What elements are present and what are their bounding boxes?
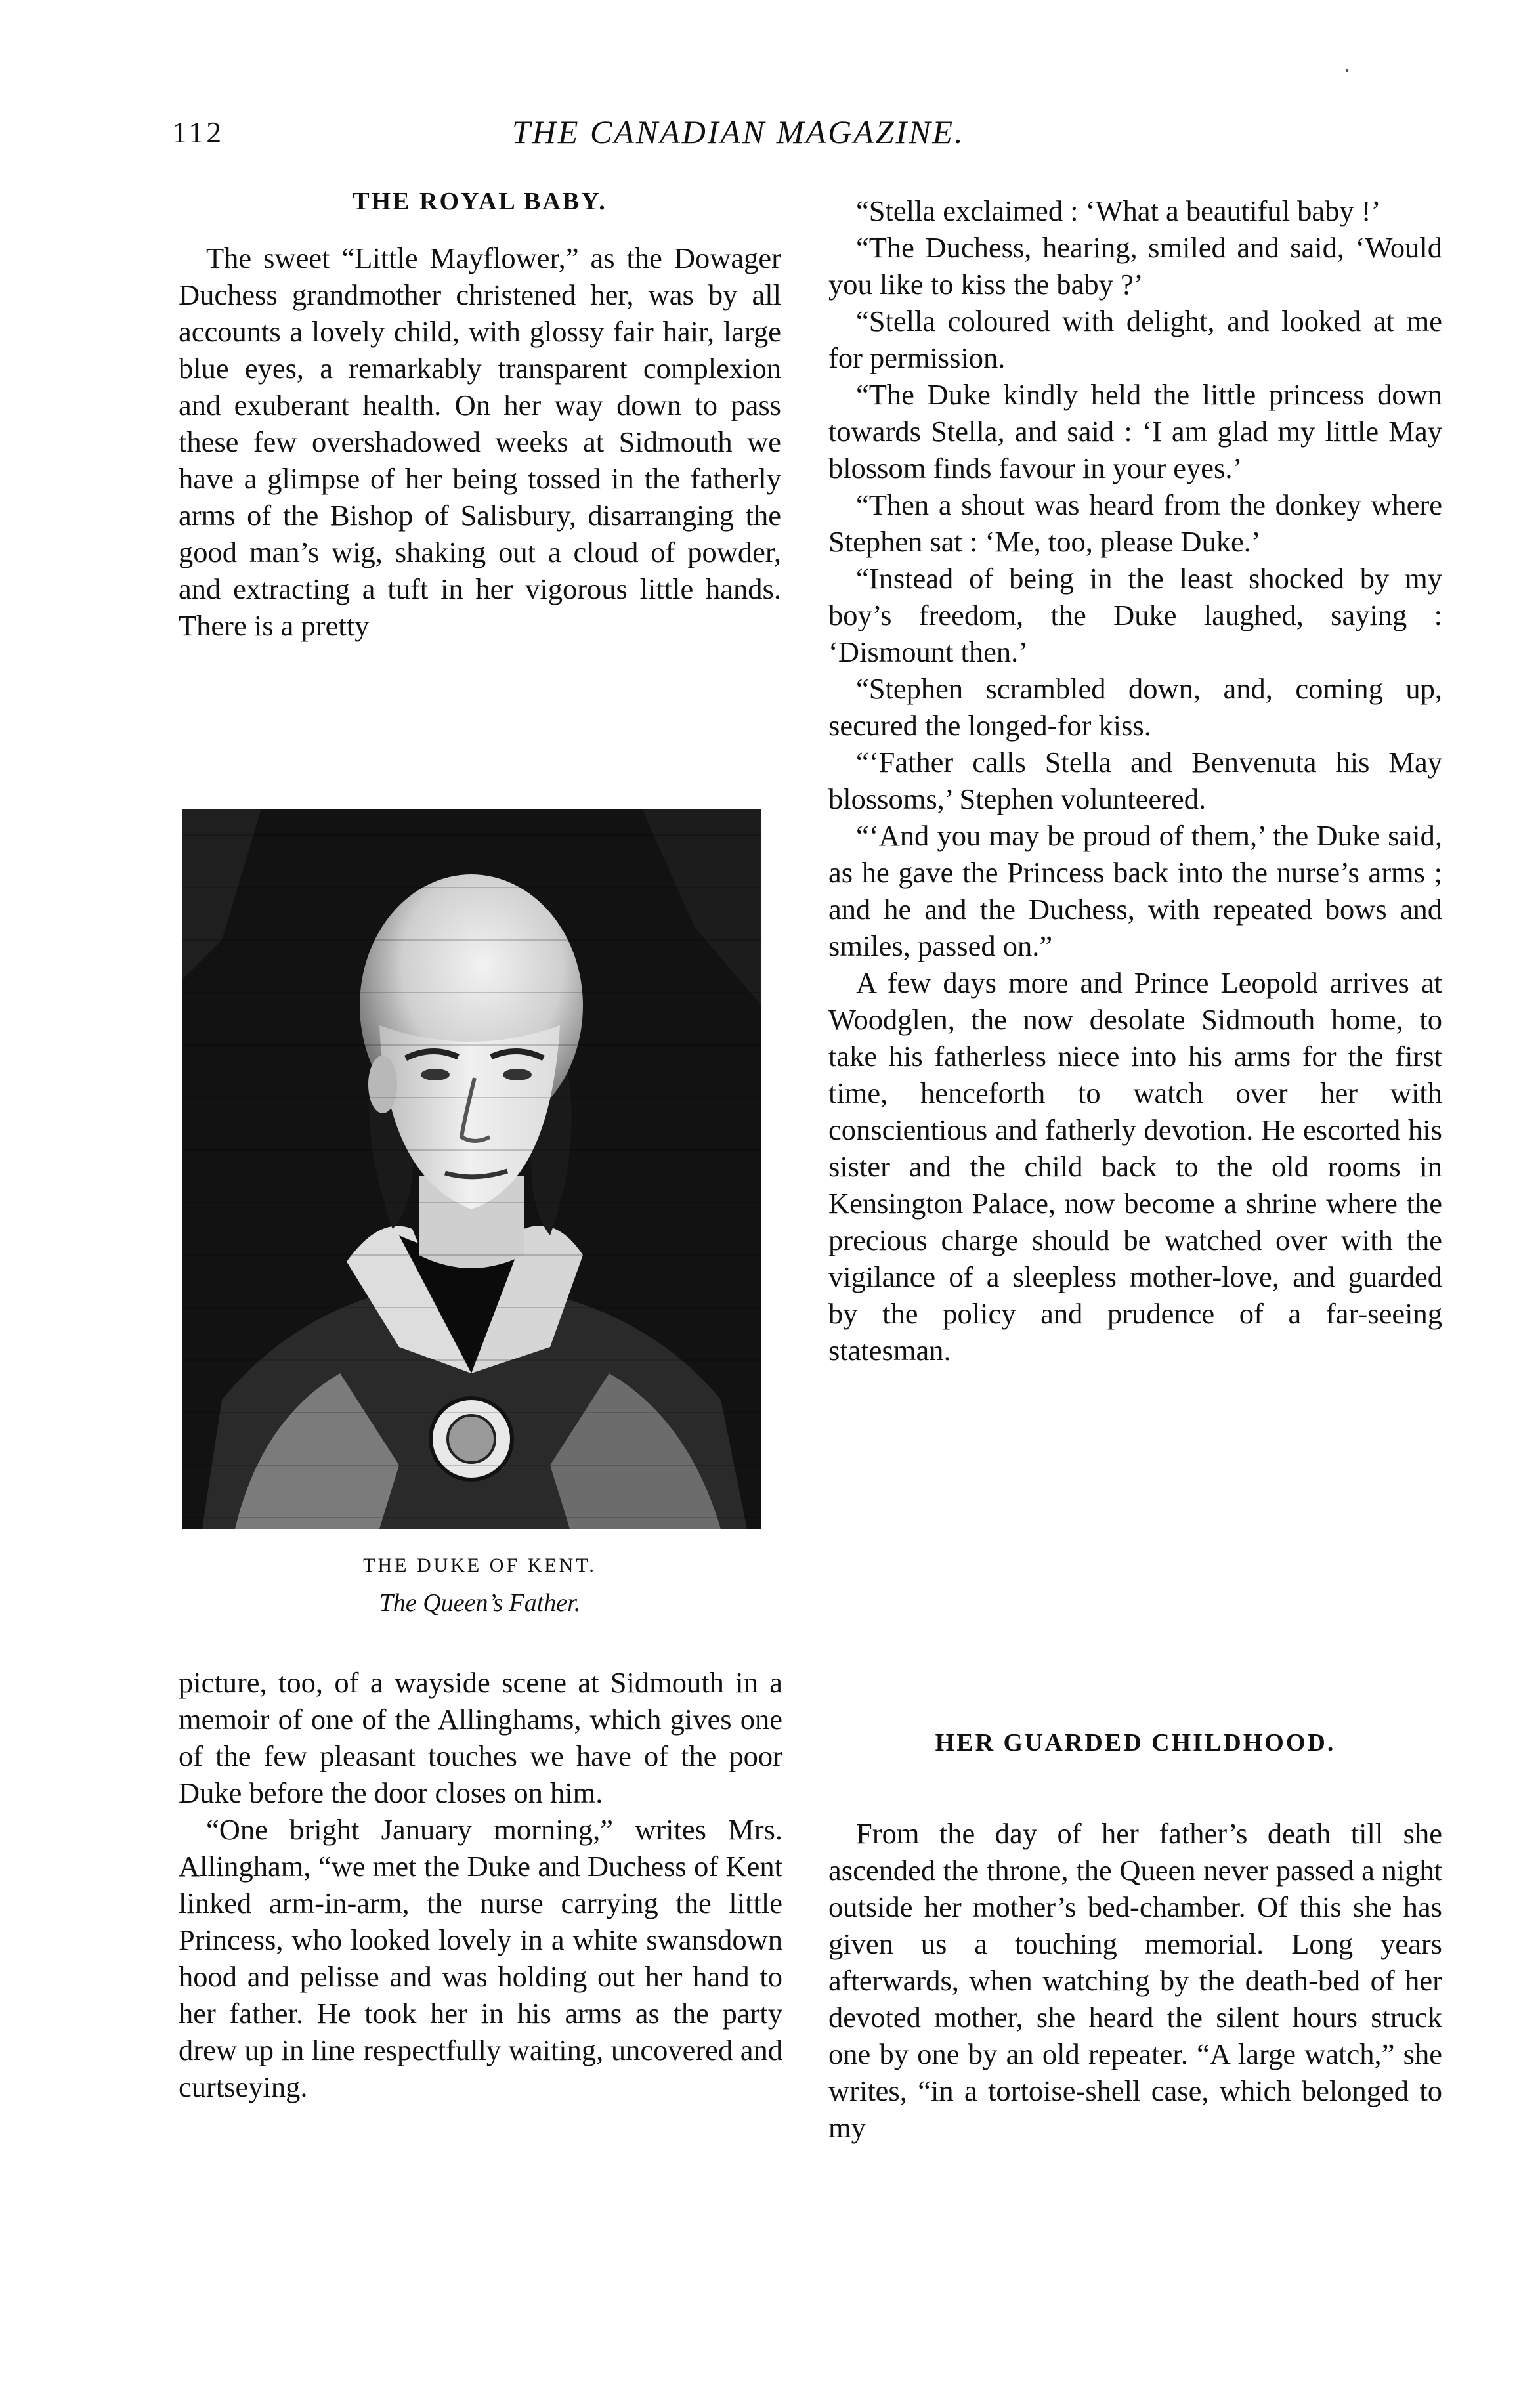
paragraph: From the day of her father’s death till she ascended the throne, the Queen never passed a night outside her mother’s bed-chamber. Of this she has given us a touching memorial. Long years afterwards, when watching by the death-bed of her devoted mother, she heard the silent hours struck one by one by an old repeater. “A large watch,” she writes, “in a tortoise-shell case, which belonged to my <box>828 1817 1442 2144</box>
page-number: 112 <box>172 116 225 149</box>
paragraph: “One bright January morning,” writes Mrs. Allingham, “we met the Duke and Duchess of Kent linked arm-in-arm, the nurse carrying the little Princess, who looked lovely in a white swansdown hood and pelisse and was holding out her hand to her father. He took her in his arms as the party drew up in line respectfully waiting, uncovered and curtseying. <box>179 1813 782 2103</box>
paragraph: “‘Father calls Stella and Benvenuta his May blossoms,’ Stephen volunteered. <box>828 746 1442 815</box>
portrait-duke-of-kent <box>182 809 761 1529</box>
section-heading-guarded-childhood: HER GUARDED CHILDHOOD. <box>935 1729 1336 1757</box>
running-title: THE CANADIAN MAGAZINE. <box>512 114 965 150</box>
paragraph: “Stephen scrambled down, and, coming up, secured the longed-for kiss. <box>828 672 1442 742</box>
paragraph: “Stella coloured with delight, and looked at me for permission. <box>828 305 1442 374</box>
paragraph: “Instead of being in the least shocked by my boy’s freedom, the Duke laughed, saying : ‘Dismount then.’ <box>828 562 1442 668</box>
paragraph: “Stella exclaimed : ‘What a beautiful baby !’ <box>856 194 1381 227</box>
paragraph: picture, too, of a wayside scene at Sidmouth in a memoir of one of the Allinghams, which gives one of the few pleasant touches we have of the poor Duke before the door closes on him. <box>179 1666 782 1809</box>
print-speck <box>1346 69 1348 72</box>
paragraph: “The Duchess, hearing, smiled and said, ‘Would you like to kiss the baby ?’ <box>828 231 1442 301</box>
section-heading-royal-baby: THE ROYAL BABY. <box>353 188 607 215</box>
figure-caption-title: THE DUKE OF KENT. <box>363 1554 597 1576</box>
paragraph: A few days more and Prince Leopold arrives at Woodglen, the now desolate Sidmouth home, to take his fatherless niece into his arms for the first time, henceforth to watch over her with conscientious and fatherly devotion. He escorted his sister and the child back to the old rooms in Kensington Palace, now become a shrine where the precious charge should be watched over with the vigilance of a sleepless mother-love, and guarded by the policy and prudence of a far-seeing statesman. <box>828 966 1442 1367</box>
paragraph: “The Duke kindly held the little princess down towards Stella, and said : ‘I am glad my little May blossom finds favour in your eyes.’ <box>828 378 1442 484</box>
left-column-top <box>179 240 781 644</box>
left-column-bottom <box>179 1664 782 2105</box>
portrait-engraving <box>182 809 761 1529</box>
paragraph: The sweet “Little Mayflower,” as the Dowager Duchess grandmother christened her, was by all accounts a lovely child, with glossy fair hair, large blue eyes, a remarkably transparent complexion and exuberant health. On her way down to pass these few overshadowed weeks at Sidmouth we have a glimpse of her being tossed in the fatherly arms of the Bishop of Salisbury, disarranging the good man’s wig, shaking out a cloud of powder, and extracting a tuft in her vigorous little hands. There is a pretty <box>179 242 781 642</box>
figure-caption-subtitle: The Queen’s Father. <box>379 1589 581 1617</box>
right-column <box>828 192 1442 1369</box>
paragraph: “Then a shout was heard from the donkey where Stephen sat : ‘Me, too, please Duke.’ <box>828 488 1442 558</box>
paragraph: “‘And you may be proud of them,’ the Duke said, as he gave the Princess back into the nurse’s arms ; and he and the Duchess, with repeated bows and smiles, passed on.” <box>828 819 1442 962</box>
right-column-bottom <box>828 1815 1442 2146</box>
